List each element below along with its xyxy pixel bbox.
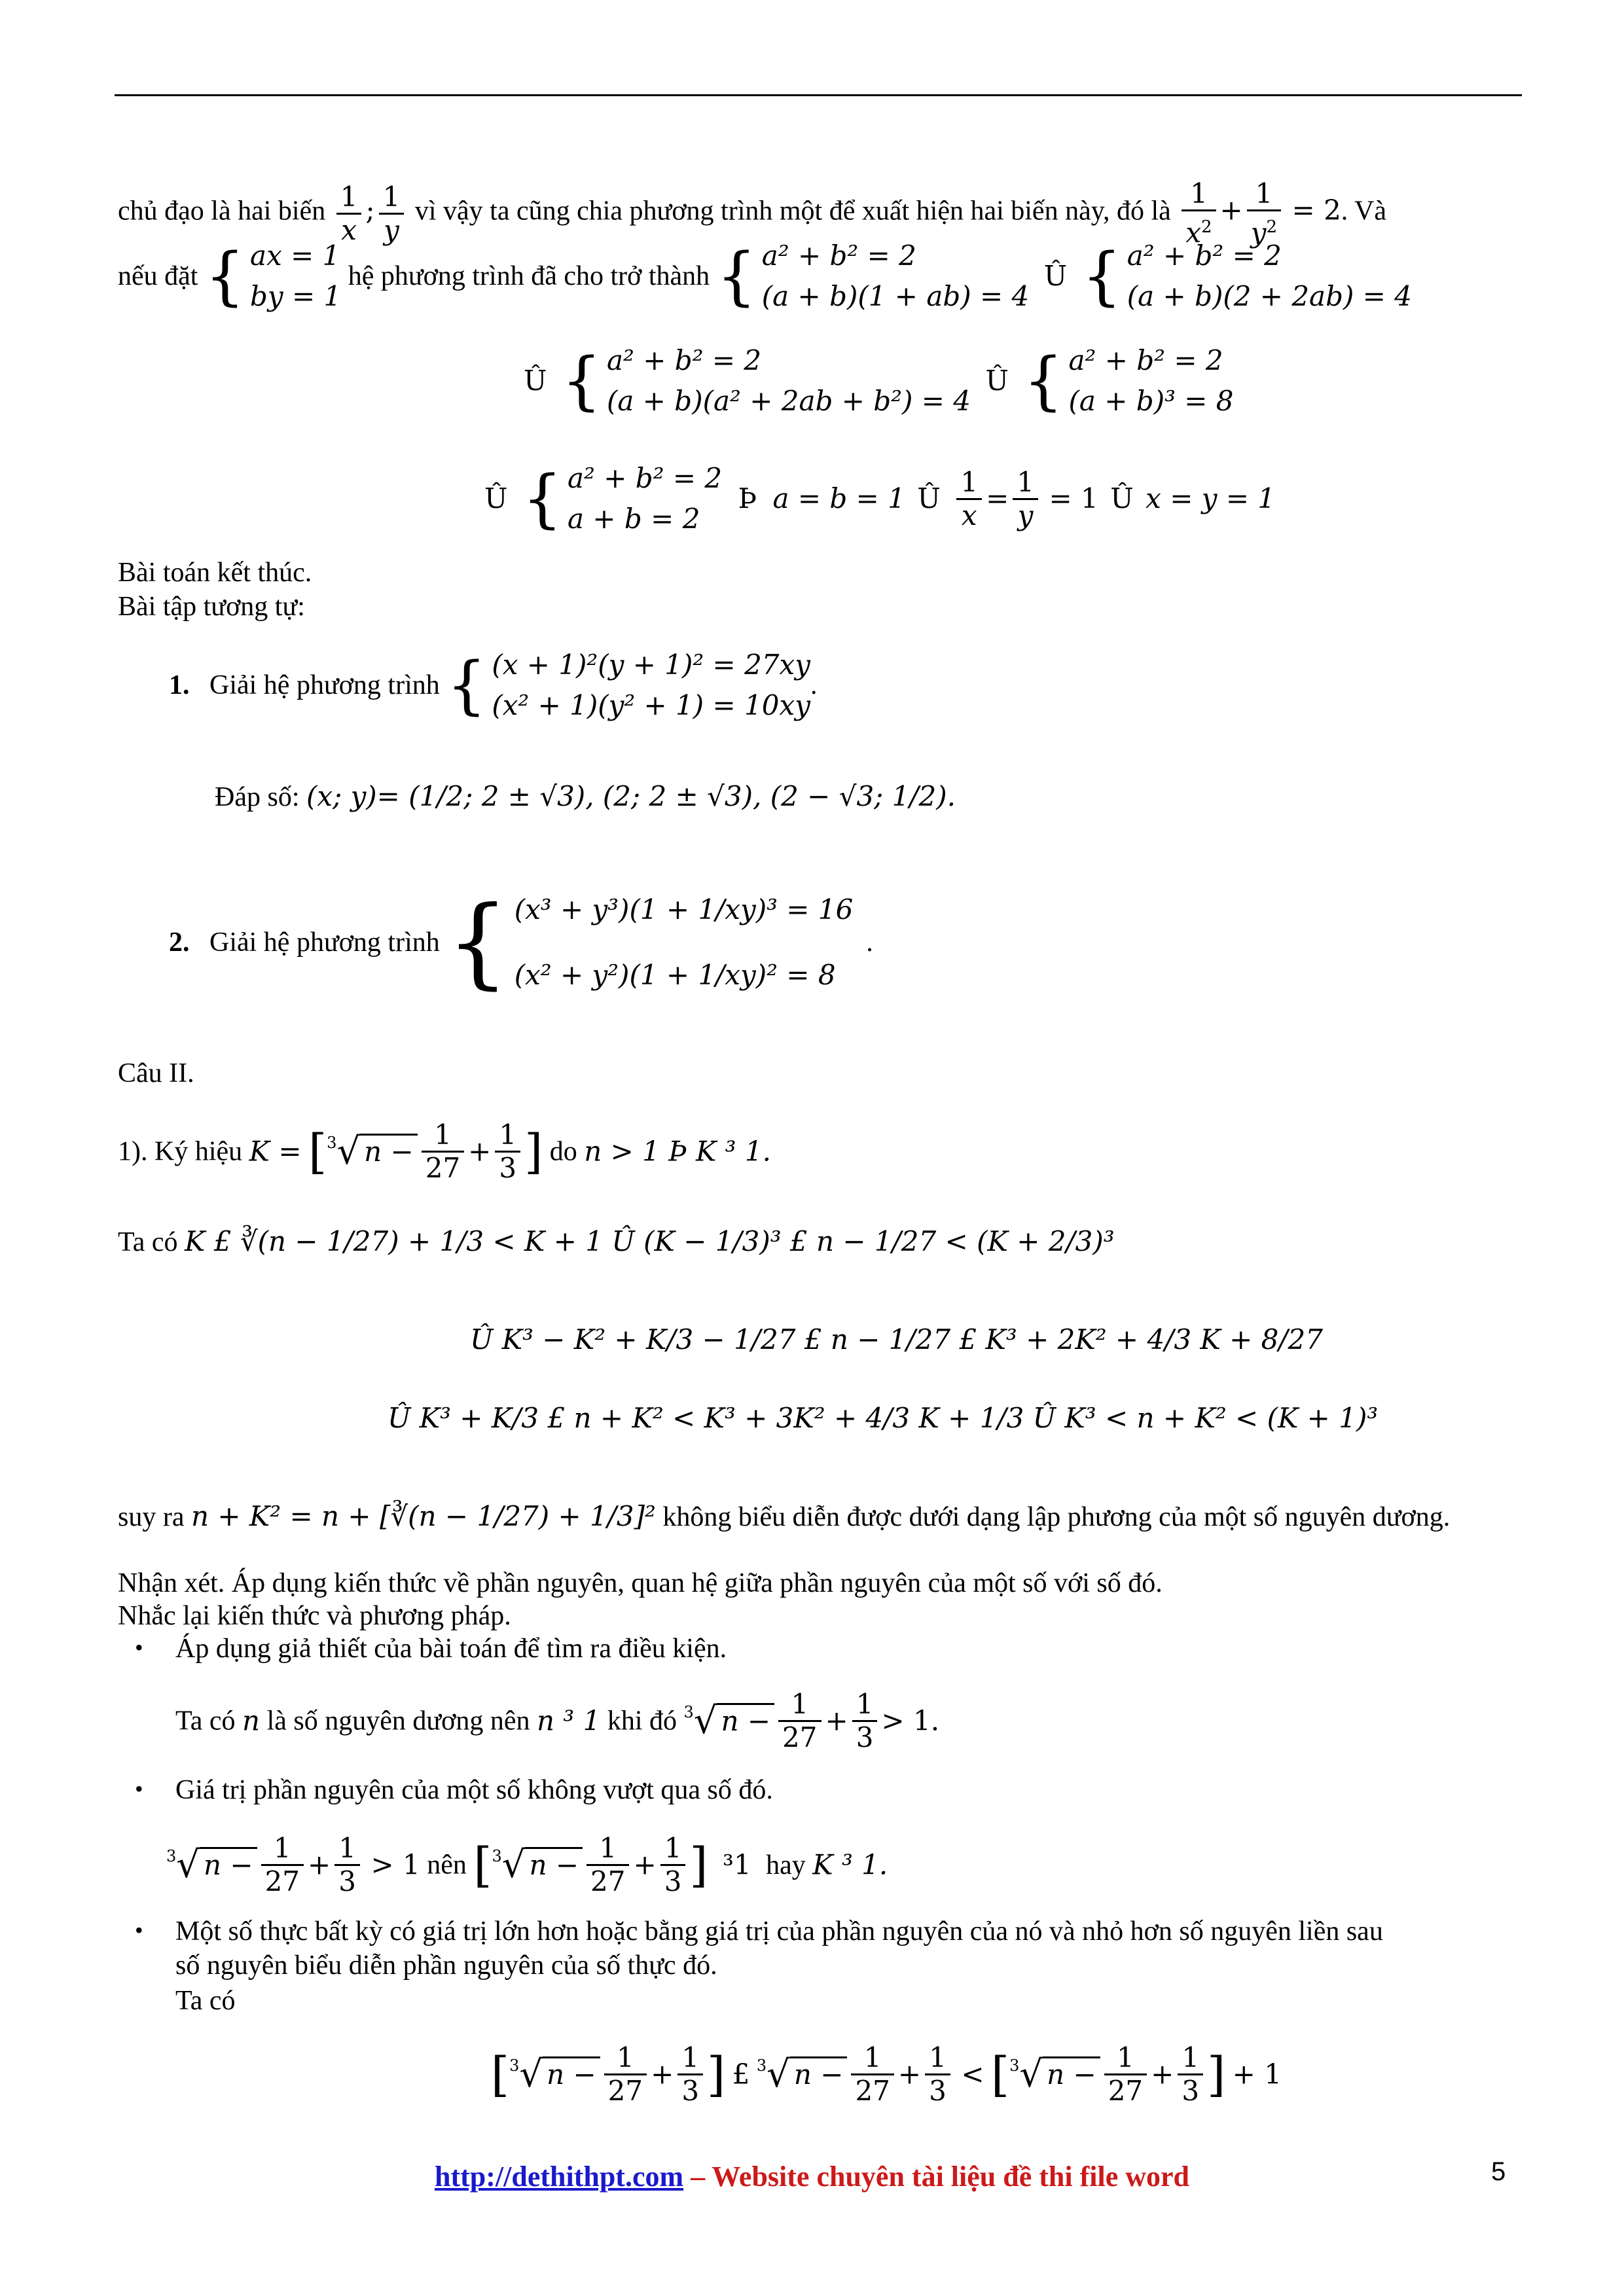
exercise-2: 2. Giải hệ phương trình { (x³ + y³)(1 + 1/xy)³ = 16 (x² + y²)(1 + 1/xy)² = 8 . — [169, 877, 873, 1008]
exercise-2-number: 2. — [169, 927, 190, 958]
bullet-1-title: Áp dụng giả thiết của bài toán để tìm ra điều kiện. — [175, 1634, 727, 1664]
exercise-1-answer — [215, 779, 956, 815]
frac-1-over-y: $\frac{1}{y}$ — [379, 181, 405, 246]
exercise-1: 1. Giải hệ phương trình { (x + 1)²(y + 1)² = 27xy (x² + 1)(y² + 1) = 10xy . — [169, 645, 817, 726]
frac-1-over-x: $\frac{1}{x}$ — [336, 181, 362, 246]
system-3: a² + b² = 2 (a + b)(2 + 2ab) = 4 — [1127, 240, 1412, 312]
para-2 — [118, 236, 1412, 317]
ta-co-k — [118, 1224, 1115, 1260]
bullet-3-tail: + 1 — [1232, 2058, 1282, 2090]
nhan-xet: Nhận xét. Áp dụng kiến thức về phần nguyên, quan hệ giữa phần nguyên của một số với số đó. — [118, 1568, 1163, 1598]
suy-ra-text: không biểu diễn được dưới dạng lập phương của một số nguyên dương. — [662, 1502, 1451, 1532]
bullet-3-taco: Ta có — [175, 1986, 236, 2016]
result-1: a = b = 1 — [772, 482, 905, 514]
para-1-text-a: chủ đạo là hai biến — [118, 196, 326, 226]
footer-link[interactable]: http://dethithpt.com — [435, 2161, 684, 2193]
bullet-3-title-2: số nguyên biểu diễn phần nguyên của số thực đó. — [175, 1950, 717, 1981]
condition: n > 1 Þ K ³ 1. — [584, 1135, 771, 1168]
brace-8: { — [446, 886, 509, 999]
system-2: a² + b² = 2 (a + b)(1 + ab) = 4 — [761, 240, 1030, 312]
suy-ra — [118, 1499, 1450, 1535]
bullet-1-t1: Ta có — [175, 1706, 236, 1736]
brace-5: { — [1023, 344, 1064, 418]
bullet-2-t4: hay — [766, 1850, 806, 1880]
para-1: chủ đạo là hai biến $\frac{1}{x}$ ; $\frac{1}{y}$ vì vậy ta cũng chia phương trình một để xuất hiện hai biến này, đó là $\frac{1}{x^2}$ + $\frac{1}{y^2}$ = 2. Và — [118, 177, 1387, 249]
system-7: (x + 1)²(y + 1)² = 27xy (x² + 1)(y² + 1) = 10xy — [492, 649, 810, 721]
iff-symbol: Û — [1110, 482, 1134, 514]
iff-symbol: Û — [917, 482, 941, 514]
bullet-2-dot: • — [135, 1776, 143, 1802]
definition-k: 1). Ký hiệu K = [$^3$√ n − $\frac{1}{27}$ + $\frac{1}{3}$ ] do n > 1 Þ K ³ 1. — [118, 1119, 771, 1184]
footer-separator: – — [683, 2161, 712, 2193]
suy-ra-expr: n + K² = n + [∛(n − 1/27) + 1/3]² — [190, 1500, 656, 1532]
result-3: x = y = 1 — [1146, 482, 1276, 514]
bullet-1-tail: > 1. — [881, 1704, 940, 1737]
iff-symbol: Û — [484, 482, 508, 514]
brace-3: { — [1081, 240, 1122, 313]
para-1-text-b: vì vậy ta cũng chia phương trình một để xuất hiện hai biến này, đó là — [414, 196, 1171, 226]
bullet-2-title: Giá trị phần nguyên của một số không vượt qua số đó. — [175, 1775, 773, 1805]
bullet-1-cond: n ³ 1 — [537, 1704, 601, 1737]
system-6: a² + b² = 2 a + b = 2 — [567, 462, 723, 535]
similar-title: Bài tập tương tự: — [118, 592, 305, 622]
brace-4: { — [561, 344, 602, 418]
header-rule — [115, 94, 1522, 96]
answer-value: (x; y)= (1/2; 2 ± √3), (2; 2 ± √3), (2 − √3; 1/2). — [306, 780, 956, 812]
ta-co-label: Ta có — [118, 1227, 178, 1257]
bullet-2-t3: 1 — [733, 1848, 751, 1881]
brace-1: { — [204, 240, 245, 313]
result-2: = 1 — [1049, 482, 1098, 514]
brace-6: { — [522, 462, 562, 535]
exercise-1-number: 1. — [169, 670, 190, 700]
iff-symbol: Û — [1043, 260, 1068, 292]
suy-ra-label: suy ra — [118, 1502, 185, 1532]
para-1-text-c: . Và — [1341, 196, 1387, 226]
brace-2: { — [716, 240, 757, 313]
definition-label: 1). Ký hiệu — [118, 1136, 243, 1167]
footer-description: Website chuyên tài liệu đề thi file word — [712, 2161, 1189, 2193]
iff-symbol: Û — [985, 365, 1009, 397]
system-5: a² + b² = 2 (a + b)³ = 8 — [1068, 344, 1234, 417]
bullet-1-t3: khi đó — [607, 1706, 677, 1736]
exercise-1-text: Giải hệ phương trình — [209, 670, 440, 700]
end-text: Bài toán kết thúc. — [118, 558, 312, 588]
bullet-1-n: n — [242, 1704, 261, 1737]
exercise-2-text: Giải hệ phương trình — [209, 927, 440, 958]
para-1-eq: = 2 — [1291, 194, 1341, 226]
line-1: Û K³ − K² + K/3 − 1/27 £ n − 1/27 £ K³ + 2K² + 4/3 K + 8/27 — [470, 1323, 1323, 1355]
bullet-3-dot: • — [135, 1917, 143, 1943]
section-cau-ii: Câu II. — [118, 1058, 194, 1088]
footer — [0, 2160, 1624, 2193]
para-2-text-a: nếu đặt — [118, 261, 198, 291]
nhac-lai: Nhắc lại kiến thức và phương pháp. — [118, 1601, 511, 1631]
bullet-1-body: Ta có n là số nguyên dương nên n ³ 1 khi đó $^3$√ n − $\frac{1}{27}$ + $\frac{1}{3}$ > 1. — [175, 1688, 940, 1753]
brace-7: { — [446, 649, 487, 722]
bullet-1-t2: là số nguyên dương nên — [266, 1706, 530, 1736]
bullet-3-title: Một số thực bất kỳ có giá trị lớn hơn hoặc bằng giá trị của phần nguyên của nó và nhỏ hơn số nguyên liền sau — [175, 1916, 1383, 1946]
bullet-2-body: $^3$√ n − $\frac{1}{27}$ + $\frac{1}{3}$ > 1 nên [$^3$√ n − $\frac{1}{27}$ + $\frac{1}{3}$ ] ³1 hay K ³ 1. — [166, 1832, 888, 1897]
bullet-2-t2: nên — [427, 1850, 467, 1880]
page-number: 5 — [1491, 2157, 1506, 2186]
system-1: ax = 1 by = 1 — [250, 240, 342, 312]
frac-1-over-y: $\frac{1}{y}$ — [1013, 467, 1038, 531]
frac-1-over-y2: $\frac{1}{y^2}$ — [1247, 178, 1281, 249]
frac-1-over-x: $\frac{1}{x}$ — [956, 467, 982, 531]
iff-symbol: Û — [524, 365, 547, 397]
bullet-1-dot: • — [135, 1634, 143, 1660]
line-2: Û K³ + K/3 £ n + K² < K³ + 3K² + 4/3 K + 1/3 Û K³ < n + K² < (K + 1)³ — [388, 1402, 1379, 1434]
ta-co-content: K £ ∛(n − 1/27) + 1/3 < K + 1 Û (K − 1/3)³ £ n − 1/27 < (K + 2/3)³ — [185, 1225, 1115, 1257]
bullet-2-t1: > 1 — [370, 1848, 420, 1881]
system-8: (x³ + y³)(1 + 1/xy)³ = 16 (x² + y²)(1 + 1/xy)² = 8 — [514, 893, 854, 991]
implies-symbol: Þ — [738, 482, 757, 514]
step-3: Û { a² + b² = 2 a + b = 2 Þ a = b = 1 Û $\frac{1}{x}$ = $\frac{1}{y}$ = 1 Û x = y = 1 — [484, 458, 1275, 539]
answer-label: Đáp số: — [215, 782, 300, 812]
bullet-3-expr: [$^3$√ n − $\frac{1}{27}$ + $\frac{1}{3}$ ] £ $^3$√ n − $\frac{1}{27}$ + $\frac{1}{3}$ < [$^3$√ n − $\frac{1}{27}$ + $\frac{1}{3}$ ] + 1 — [491, 2041, 1282, 2107]
system-4: a² + b² = 2 (a + b)(a² + 2ab + b²) = 4 — [606, 344, 971, 417]
k-symbol: K = — [249, 1135, 302, 1168]
frac-1-over-x2: $\frac{1}{x^2}$ — [1182, 178, 1216, 249]
para-2-text-b: hệ phương trình đã cho trở thành — [348, 261, 710, 291]
step-2 — [524, 340, 1234, 422]
do-text: do — [549, 1136, 577, 1167]
bullet-2-t5: K ³ 1. — [812, 1848, 888, 1881]
